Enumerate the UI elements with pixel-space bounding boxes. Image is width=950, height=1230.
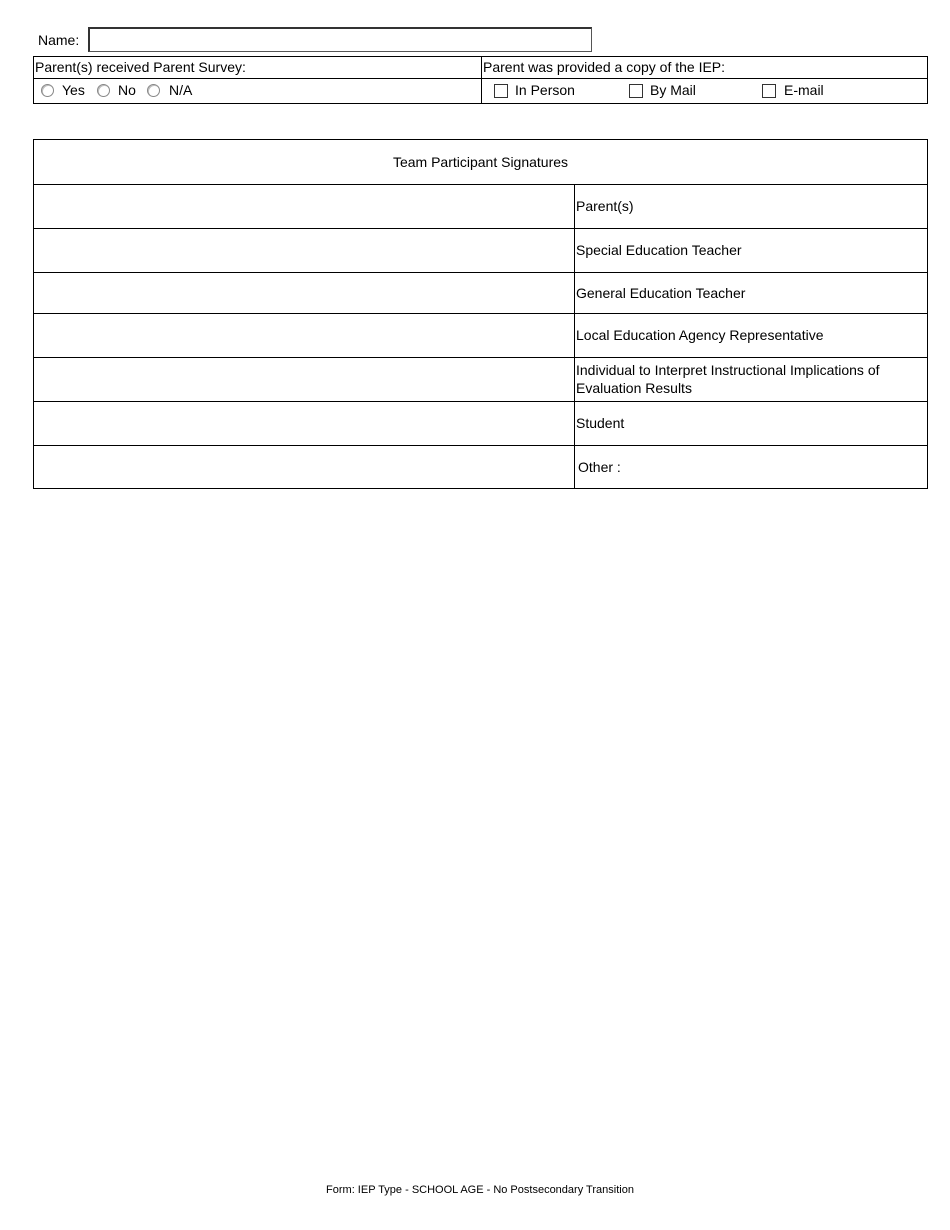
- name-input[interactable]: [88, 27, 592, 52]
- table-divider: [481, 57, 482, 103]
- signature-role-label: Local Education Agency Representative: [576, 327, 824, 343]
- signature-field-evaluation-interpreter[interactable]: [34, 357, 575, 401]
- iep-in-person-checkbox[interactable]: [494, 84, 508, 98]
- table-row: [34, 401, 927, 446]
- signature-field-student[interactable]: [34, 401, 575, 445]
- signature-field-parent[interactable]: [34, 184, 575, 228]
- table-row: [34, 445, 927, 488]
- iep-in-person-label: In Person: [515, 82, 575, 98]
- iep-copy-label: Parent was provided a copy of the IEP:: [483, 59, 726, 75]
- parent-survey-label: Parent(s) received Parent Survey:: [35, 59, 246, 75]
- signature-role-label: Other :: [578, 458, 621, 475]
- signatures-table: [33, 139, 928, 489]
- survey-yes-label: Yes: [62, 82, 85, 98]
- iep-by-mail-label: By Mail: [650, 82, 696, 98]
- table-row: [34, 184, 927, 229]
- table-row: [34, 228, 927, 273]
- iep-email-checkbox[interactable]: [762, 84, 776, 98]
- table-divider: [34, 78, 927, 79]
- form-footer: Form: IEP Type - SCHOOL AGE - No Postsecondary Transition: [326, 1184, 634, 1196]
- signature-role-label: Parent(s): [576, 198, 634, 214]
- signature-field-general-ed-teacher[interactable]: [34, 272, 575, 313]
- iep-email-label: E-mail: [784, 82, 824, 98]
- signature-role-label: General Education Teacher: [576, 284, 746, 301]
- signature-role-label: Special Education Teacher: [576, 242, 742, 258]
- signature-field-lea-representative[interactable]: [34, 313, 575, 357]
- signature-field-special-ed-teacher[interactable]: [34, 228, 575, 272]
- table-row: [34, 357, 927, 402]
- signature-role-label: Student: [576, 415, 625, 431]
- signatures-title: Team Participant Signatures: [34, 140, 927, 185]
- parent-info-table: [33, 56, 928, 104]
- table-row: [34, 272, 927, 314]
- name-label: Name:: [38, 32, 80, 48]
- signature-field-other[interactable]: [34, 445, 575, 488]
- survey-no-radio[interactable]: [97, 84, 110, 97]
- survey-no-label: No: [118, 82, 136, 98]
- survey-yes-radio[interactable]: [41, 84, 54, 97]
- signature-role-label: Individual to Interpret Instructional Implications of Evaluation Results: [576, 362, 880, 396]
- survey-na-radio[interactable]: [147, 84, 160, 97]
- table-row: [34, 313, 927, 358]
- iep-by-mail-checkbox[interactable]: [629, 84, 643, 98]
- survey-na-label: N/A: [169, 82, 193, 98]
